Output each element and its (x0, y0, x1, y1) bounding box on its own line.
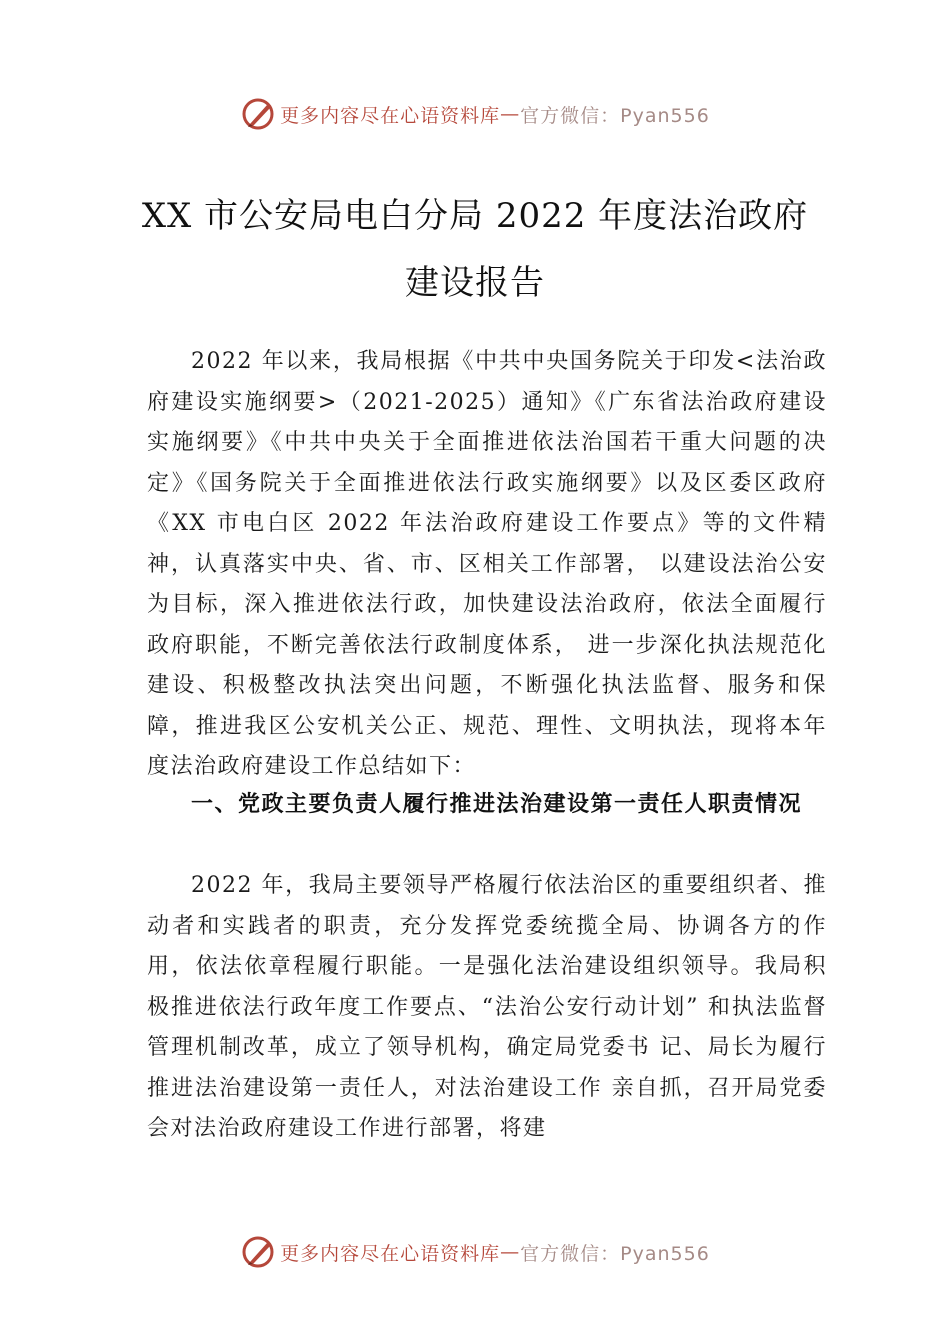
banner-library-text: 更多内容尽在心语资料库 (280, 104, 501, 127)
pen-logo-icon (240, 96, 276, 132)
paragraph-section-1: 2022 年，我局主要领导严格履行依法治区的重要组织者、推动者和实践者的职责，充分发挥党委统揽全局、协调各方的作用，依法依章程履行职能。一是强化法治建设组织领导。我局积极推进依法行政年度工作要点、“法治公安行动计划” 和执法监督管理机制改革，成立了领导机构，确定局党委书 记、局长为履行推进法治建设第一责任人，对法治建设工作 亲自抓，召开局党委会对法治政府建设工作进行部署，将建 (147, 873, 827, 1141)
banner-contact: 官方微信：Pyan556 (520, 104, 710, 127)
banner-library-text: 更多内容尽在心语资料库 (280, 1242, 501, 1265)
header-banner (0, 94, 950, 134)
banner-dash: — (500, 1241, 521, 1263)
footer-banner (0, 1232, 950, 1272)
document-title-line-2: 建设报告 (405, 263, 545, 303)
section-heading-1: 一、党政主要负责人履行推进法治建设第一责任人职责情况 (191, 792, 803, 817)
document-title-line-1: XX 市公安局电白分局 2022 年度法治政府 (141, 196, 809, 236)
banner-contact: 官方微信：Pyan556 (520, 1242, 710, 1265)
pen-logo-icon (240, 1234, 276, 1270)
banner-dash: — (500, 103, 521, 125)
paragraph-intro: 2022 年以来，我局根据《中共中央国务院关于印发<法治政府建设实施纲要>（2021-2025）通知》《广东省法治政府建设实施纲要》《中共中央关于全面推进依法治国若干重大问题的决定》《国务院关于全面推进依法行政实施纲要》以及区委区政府《XX 市电白区 2022 年法治政府建设工作要点》等的文件精神，认真落实中央、省、市、区相关工作部署， 以建设法治公安为目标，深入推进依法行政，加快建设法治政府，依法全面履行政府职能，不断完善依法行政制度体系， 进一步深化执法规范化建设、积极整改执法突出问题，不断强化执法监督、服务和保障，推进我区公安机关公正、规范、理性、文明执法，现将本年度法治政府建设工作总结如下： (147, 349, 827, 779)
